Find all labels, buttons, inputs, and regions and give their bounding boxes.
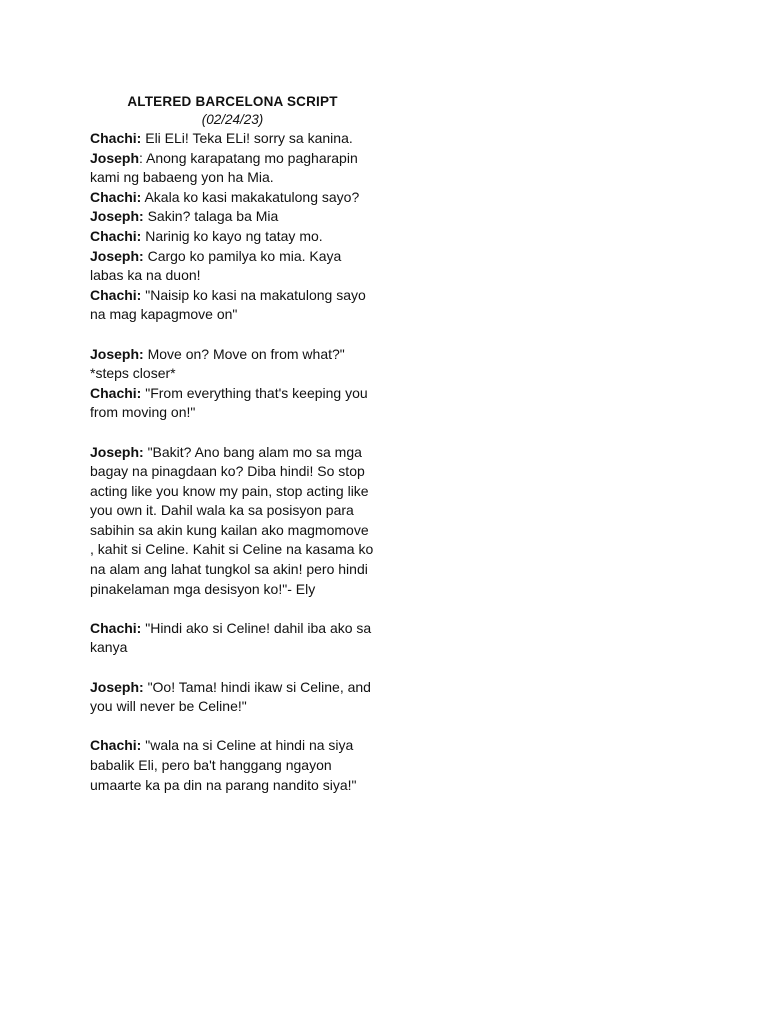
speaker-name: Joseph:	[90, 247, 144, 264]
dialogue-line	[90, 678, 375, 717]
speaker-name: Joseph:	[90, 208, 144, 225]
dialogue-text: "Hindi ako si Celine! dahil iba ako sa kanya	[90, 619, 372, 656]
dialogue-text: "Naisip ko kasi na makatulong sayo na mag kapagmove on"	[90, 286, 366, 323]
dialogue-text: Sakin? talaga ba Mia	[143, 208, 279, 225]
dialogue-text: Cargo ko pamilya ko mia. Kaya labas ka na duon!	[90, 247, 342, 284]
dialogue-line	[90, 129, 375, 149]
dialogue-line	[90, 286, 375, 325]
speaker-name: Chachi:	[90, 130, 142, 146]
script-title: ALTERED BARCELONA SCRIPT	[127, 94, 338, 109]
dialogue-text: "wala na si Celine at hindi na siya babalik Eli, pero ba't hanggang ngayon umaarte ka pa din na parang nandito siya!"	[90, 737, 357, 793]
speaker-name: Chachi:	[90, 384, 142, 401]
speaker-name: Chachi:	[90, 227, 142, 244]
dialogue-line	[90, 227, 375, 247]
dialogue-text: "From everything that's keeping you from moving on!"	[90, 384, 368, 421]
dialogue-line	[90, 619, 375, 658]
speaker-name: Joseph	[90, 149, 140, 166]
speaker-name: Chachi:	[90, 737, 142, 754]
dialogue-text: "Bakit? Ano bang alam mo sa mga bagay na pinagdaan ko? Diba hindi! So stop acting like you know my pain, stop acting like you own it. Dahil wala ka sa posisyon para sabihin sa akin kung kailan ako magmomove , kahit si Celine. Kahit si Celine na kasama ko na alam ang lahat tungkol sa akin! pero hindi pinakelaman mga desisyon ko!"- Ely	[90, 443, 374, 597]
speaker-name: Chachi:	[90, 188, 142, 205]
dialogue-line	[90, 443, 375, 600]
speaker-name: Joseph:	[90, 443, 144, 460]
dialogue-text: Narinig ko kayo ng tatay mo.	[141, 227, 323, 244]
speaker-name: Chachi:	[90, 619, 142, 636]
dialogue-line	[90, 188, 375, 208]
dialogue-line	[90, 736, 375, 795]
dialogue-text: Eli ELi! Teka ELi! sorry sa kanina.	[141, 130, 353, 146]
dialogue-text: Akala ko kasi makakatulong sayo?	[141, 188, 360, 205]
dialogue-line	[90, 149, 375, 188]
dialogue-text: "Oo! Tama! hindi ikaw si Celine, and you will never be Celine!"	[90, 678, 371, 715]
dialogue-text: Move on? Move on from what?" *steps closer*	[90, 345, 345, 382]
script-date: (02/24/23)	[201, 112, 264, 127]
dialogue-line	[90, 345, 375, 384]
script-body	[90, 92, 375, 795]
dialogue-line	[90, 207, 375, 227]
speaker-name: Joseph:	[90, 345, 144, 362]
speaker-name: Chachi:	[90, 286, 142, 303]
dialogue-text: : Anong karapatang mo pagharapin kami ng babaeng yon ha Mia.	[90, 149, 358, 186]
dialogue-line	[90, 247, 375, 286]
speaker-name: Joseph:	[90, 678, 144, 695]
dialogue-line	[90, 384, 375, 423]
